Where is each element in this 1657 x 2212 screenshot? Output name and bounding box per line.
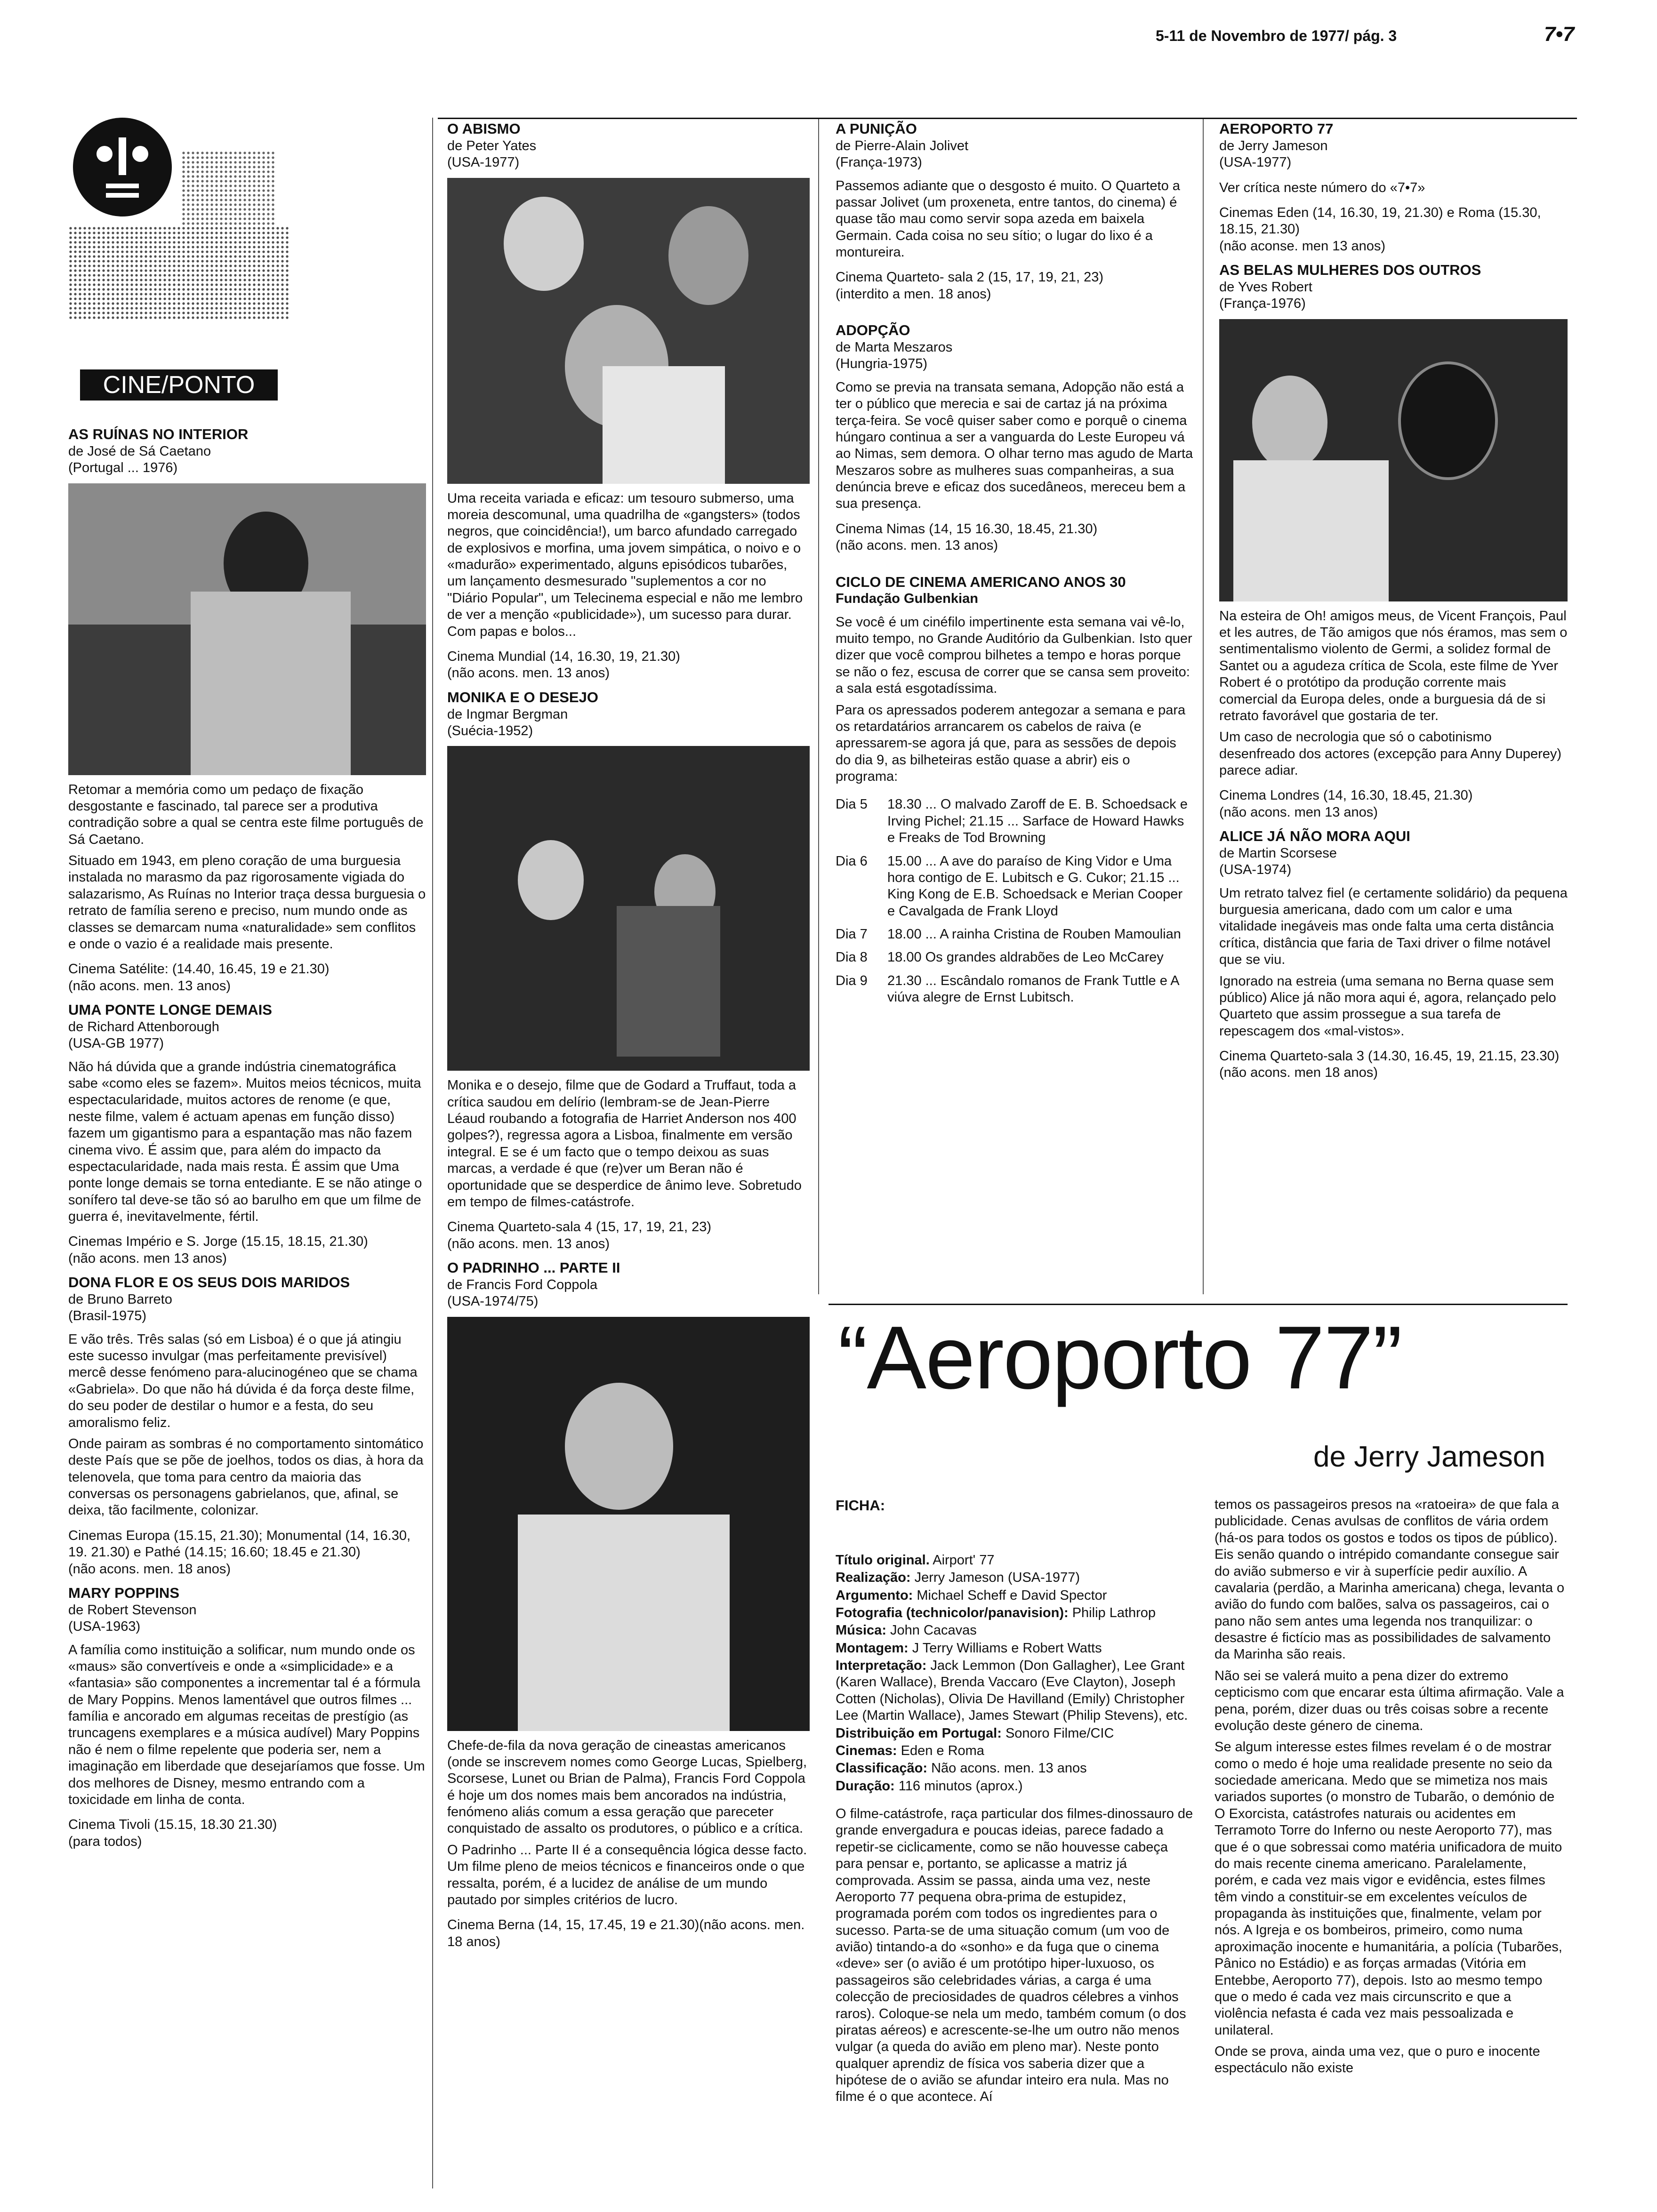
review-title: O PADRINHO ... PARTE II <box>447 1259 620 1276</box>
review-paragraph: Para os apressados poderem antegozar a semana e para os retardatários arrancarem os cabelos de raiva (e apressarem-se agora já que, para as sessões de depois do dia 9, as bilheteiras estão quase a abrir) eis o programa: <box>836 702 1186 785</box>
ficha-item: Realização: Jerry Jameson (USA-1977) <box>836 1570 1080 1586</box>
review-mary-poppins <box>68 1584 426 1850</box>
review-ruinas <box>68 425 426 994</box>
ficha-item: Cinemas: Eden e Roma <box>836 1743 984 1758</box>
film-still-photo <box>1219 319 1568 601</box>
review-paragraph: Retomar a memória como um pedaço de fixação desgostante e fascinado, tal parece ser a produtiva contradição sobre a qual se centra este filme português de Sá Caetano. <box>68 782 424 847</box>
feature-paragraph: Não sei se valerá muito a pena dizer do extremo cepticismo com que encarar esta última afirmação. Vale a pena, porém, dizer duas ou três coisas sobre a recente evolução deste género de cinema. <box>1215 1668 1564 1733</box>
review-origin: (USA-GB 1977) <box>68 1036 164 1051</box>
column-rule <box>432 118 433 2188</box>
column-4 <box>1219 120 1568 1088</box>
review-punicao <box>836 120 1193 303</box>
review-paragraph: E vão três. Três salas (só em Lisboa) é o que já atingiu este sucesso invulgar (mas perfeitamente previsível) mercê desse fenómeno para-alucinogéneo que se chama «Gabriela». Do que não há dúvida é da força deste filme, do seu poder de destilar o humor e a festa, do seu amoralismo feliz. <box>68 1331 418 1430</box>
screening-info: Cinema Quarteto-sala 4 (15, 17, 19, 21, 23) (não acons. men. 13 anos) <box>447 1219 711 1251</box>
column-2 <box>447 120 810 1957</box>
review-origin: (USA-1974) <box>1219 862 1292 878</box>
review-director: de Ingmar Bergman <box>447 706 568 722</box>
feature-paragraph: O filme-catástrofe, raça particular dos filmes-dinossauro de grande envergadura e poucas ideias, parece fadado a repetir-se ciclicamente, como se não houvesse cabeça para pensar e, portanto, se aplicasse a matriz já comprovada. Assim se passa, ainda uma vez, neste Aeroporto 77 pequena obra-prima de estupidez, programada porém com todos os ingredientes para o sucesso. Parta-se de uma situação comum (um voo de avião) tintando-a do «sonho» e da fuga que o cinema «deve» ser (o avião é um protótipo hiper-luxuoso, os passageiros são celebridades várias, a carga é uma colecção de preciosidades de quadros célebres a vinhos raros). Coloque-se nela um medo, também comum (o dos piratas aéreos) e acrescente-se-lhe um outro não menos vulgar (a queda do avião em pleno mar). Neste ponto qualquer aprendiz de física vos saberia dizer que a hipótese de o avião se afundar inteiro era nula. Mas no filme é o que acontece. Aí <box>836 1806 1193 2105</box>
ficha-item: Interpretação: Jack Lemmon (Don Gallagher), Lee Grant (Karen Wallace), Brenda Vaccaro (Eve Clayton), Joseph Cotten (Nicholas), Olivia De Havilland (Emily) Christopher Lee (Martin Wallace), James Stewart (Philip Stevens), etc. <box>836 1658 1188 1723</box>
program-row: Dia 7 18.00 ... A rainha Cristina de Rouben Mamoulian <box>836 927 1181 942</box>
review-title: O ABISMO <box>447 120 521 137</box>
program-row: Dia 8 18.00 Os grandes aldrabões de Leo McCarey <box>836 950 1164 965</box>
review-origin: (USA-1977) <box>1219 155 1292 170</box>
review-abismo <box>447 120 810 682</box>
review-director: de Francis Ford Coppola <box>447 1277 598 1292</box>
review-paragraph: Se você é um cinéfilo impertinente esta semana vai vê-lo, muito tempo, no Grande Auditório da Gulbenkian. Isto quer dizer que você comprou bilhetes a tempo e horas porque se não o fez, escusa de correr que se cansa sem proveito: a sala está esgotadíssima. <box>836 614 1192 697</box>
review-title: AEROPORTO 77 <box>1219 120 1334 137</box>
screening-info: Cinema Satélite: (14.40, 16.45, 19 e 21.30) (não acons. men. 13 anos) <box>68 962 330 994</box>
ficha-item: Distribuição em Portugal: Sonoro Filme/CIC <box>836 1725 1114 1741</box>
review-origin: (Hungria-1975) <box>836 356 928 372</box>
review-paragraph: Passemos adiante que o desgosto é muito. O Quarteto a passar Jolivet (um proxeneta, entre tantos, do cinema) é quase tão mau como servir sopa azeda em baixela Germain. Cada coisa no seu sítio; o lugar do lixo é a montureira. <box>836 178 1180 260</box>
review-monika <box>447 689 810 1252</box>
review-title: ADOPÇÃO <box>836 322 910 339</box>
program-row: Dia 9 21.30 ... Escândalo romanos de Frank Tuttle e A viúva alegre de Ernst Lubitsch. <box>836 973 1179 1005</box>
section-label: CINE/PONTO <box>80 369 278 401</box>
ficha-item: Fotografia (technicolor/panavision): Philip Lathrop <box>836 1605 1156 1620</box>
program-row: Dia 5 18.30 ... O malvado Zaroff de E. B. Schoedsack e Irving Pichel; 21.15 ... Sarface de Howard Hawks e Freaks de Tod Browning <box>836 797 1188 846</box>
feature-title: “Aeroporto 77” <box>838 1308 1402 1408</box>
feature-top-rule <box>828 1304 1568 1305</box>
column-rule <box>818 118 819 1294</box>
review-title: A PUNIÇÃO <box>836 120 917 137</box>
column-3 <box>836 120 1193 1013</box>
review-director: de Marta Meszaros <box>836 340 953 355</box>
review-paragraph: Como se previa na transata semana, Adopção não está a ter o público que merecia e sai de cartaz já na próxima terça-feira. Se você quiser saber como e porquê o cinema húngaro continua a ser a vanguarda do Leste Europeu vá ao Nimas, sem demora. O olhar terno mas agudo de Marta Meszaros sobre as mulheres suas companheiras, a sua denúncia breve e eficaz dos sucedâneos, mereceu bem a sua presença. <box>836 379 1193 512</box>
review-paragraph: Uma receita variada e eficaz: um tesouro submerso, uma moreia descomunal, uma quadrilha de «gangsters» (todos negros, que coincidência!), um barco afundado carregado de explosivos e morfina, uma jovem simpática, o noivo e o «madurão» experimentado, alguns episódicos tubarões, um lançamento desmesurado "suplementos a cor no "Diário Popular", um Telecinema especial e não me lembro de ver a menção «publicidade»), um sucesso para durar. Com papas e bolos... <box>447 490 803 639</box>
ficha-item: Argumento: Michael Scheff e David Spector <box>836 1587 1107 1603</box>
ciclo-cinema-americano <box>836 573 1193 1006</box>
column-rule <box>1203 118 1204 1294</box>
review-origin: (USA-1977) <box>447 155 520 170</box>
film-still-photo <box>447 178 810 484</box>
screening-info: Cinema Nimas (14, 15 16.30, 18.45, 21.30) (não acons. men. 13 anos) <box>836 521 1098 553</box>
ficha-list <box>836 1552 1193 1795</box>
program-row: Dia 6 15.00 ... A ave do paraíso de King Vidor e Uma hora contigo de E. Lubitsch e G. Cukor; 21.15 ... King Kong de E.B. Schoedsack e Merian Cooper e Cavalgada de Frank Lloyd <box>836 853 1183 919</box>
review-origin: (Suécia-1952) <box>447 723 533 738</box>
screening-info: Cinemas Europa (15.15, 21.30); Monumental (14, 16.30, 19. 21.30) e Pathé (14.15; 16.60; 18.45 e 21.30) (não acons. men. 18 anos) <box>68 1528 411 1577</box>
review-paragraph: Não há dúvida que a grande indústria cinematográfica sabe «como eles se fazem». Muitos meios técnicos, muita espectacularidade, muitos actores de renome (e que, neste filme, valem é actuam apenas em função disso) fazem um gigantismo para a espantação mas não fazem cinema vivo. É assim que, para além do impacto da espectacularidade, nada mais resta. É assim que Uma ponte longe demais se torna entediante. E se não atinge o sonífero tal deve-se tão só ao barulho em que um filme de guerra é, inevitavelmente, fértil. <box>68 1059 422 1224</box>
review-ponte <box>68 1001 426 1267</box>
review-padrinho <box>447 1259 810 1950</box>
review-director: de Richard Attenborough <box>68 1019 219 1034</box>
review-title: DONA FLOR E OS SEUS DOIS MARIDOS <box>68 1274 350 1291</box>
review-aeroporto <box>1219 120 1568 255</box>
ficha-label: FICHA: <box>836 1497 885 1514</box>
screening-info: Cinema Quarteto-sala 3 (14.30, 16.45, 19, 21.15, 23.30) (não acons. men 18 anos) <box>1219 1049 1560 1081</box>
masthead-logo: 7•7 <box>1544 23 1575 46</box>
screening-info: Cinema Quarteto- sala 2 (15, 17, 19, 21, 23) (interdito a men. 18 anos) <box>836 270 1104 302</box>
review-paragraph: A família como instituição a solificar, num mundo onde os «maus» são convertíveis e onde a «simplicidade» e a «fantasia» são componentes a incrementar tal é a fórmula de Mary Poppins. Menos lamentável que outros filmes ... família e ancorado em algumas receitas de prestígio (as truncagens exemplares e a música audível) Mary Poppins não é nem o filme repelente que poderia ser, nem a imaginação em liberdade que desejaríamos que fosse. Um dos melhores de Disney, mesmo entrando com a toxicidade em linha de conta. <box>68 1642 425 1807</box>
ficha-item: Título original. Airport' 77 <box>836 1552 995 1568</box>
review-title: MARY POPPINS <box>68 1584 179 1601</box>
review-adopcao <box>836 321 1193 554</box>
review-paragraph: Ignorado na estreia (uma semana no Berna quase sem público) Alice já não mora aqui é, agora, relançado pelo Quarteto que assim prossegue a sua tarefa de repescagem dos «mal-vistos». <box>1219 973 1556 1039</box>
review-paragraph: O Padrinho ... Parte II é a consequência lógica desse facto. Um filme pleno de meios técnicos e financeiros onde o que ressalta, porém, é a lucidez de análise de um mundo pautado por simples critérios de lucro. <box>447 1842 807 1907</box>
review-belas-mulheres <box>1219 261 1568 821</box>
review-paragraph: Ver crítica neste número do «7•7» <box>1219 180 1425 195</box>
top-rule <box>438 118 1577 119</box>
film-still-photo <box>68 483 426 775</box>
review-director: de Pierre-Alain Jolivet <box>836 138 969 153</box>
review-paragraph: Monika e o desejo, filme que de Godard a Truffaut, toda a crítica saudou em delírio (lembram-se de Jean-Pierre Léaud roubando a fotografia de Harriet Anderson nos 400 golpes?), regressa agora a Lisboa, finalmente em versão integral. E se é um facto que o tempo deixou as suas marcas, a verdade é que (re)ver um Beran não é oportunidade que se desperdice de ânimo leve. Sobretudo em tempo de filmes-catástrofe. <box>447 1078 802 1210</box>
issue-date: 5-11 de Novembro de 1977/ pág. 3 <box>1156 27 1397 44</box>
review-director: de Bruno Barreto <box>68 1291 172 1307</box>
review-dona-flor <box>68 1274 426 1578</box>
review-origin: (USA-1963) <box>68 1619 141 1635</box>
review-paragraph: Um caso de necrologia que só o cabotinismo desenfreado dos actores (excepção para Anny Duperey) parece adiar. <box>1219 729 1562 778</box>
ficha-item: Montagem: J Terry Williams e Robert Watts <box>836 1640 1102 1656</box>
review-alice <box>1219 827 1568 1082</box>
review-origin: (França-1973) <box>836 155 922 170</box>
dotted-pattern <box>68 226 290 320</box>
screening-info: Cinema Londres (14, 16.30, 18.45, 21.30) (não acons. men 13 anos) <box>1219 788 1473 820</box>
review-director: de Robert Stevenson <box>68 1602 197 1618</box>
review-paragraph: Na esteira de Oh! amigos meus, de Vicent François, Paul et les autres, de Tão amigos que nós éramos, mas sem o sentimentalismo violento de Germi, a solidez formal de Santet ou a agudeza crítica de Scola, este filme de Yver Robert é o protótipo da produção corrente mais comercial da Europa deles, onde a burguesia dá de si retrato favorável que gostaria de ter. <box>1219 608 1568 723</box>
review-director: de José de Sá Caetano <box>68 443 211 459</box>
review-subtitle: Fundação Gulbenkian <box>836 591 978 607</box>
screening-info: Cinemas Império e S. Jorge (15.15, 18.15, 21.30) (não acons. men 13 anos) <box>68 1234 368 1266</box>
review-title: UMA PONTE LONGE DEMAIS <box>68 1002 272 1018</box>
review-director: de Martin Scorsese <box>1219 845 1337 861</box>
screening-info: Cinema Berna (14, 15, 17.45, 19 e 21.30)(não acons. men. 18 anos) <box>447 1917 805 1949</box>
column-1 <box>68 419 426 1857</box>
review-paragraph: Chefe-de-fila da nova geração de cineastas americanos (onde se inscrevem nomes como George Lucas, Spielberg, Scorsese, Lunet ou Brian de Palma), Francis Ford Coppola é hoje um dos nomes mais bem ancorados na indústria, fenómeno aliás comum a essa geração que pareceter conquistado de assalto os produtores, o público e a crítica. <box>447 1738 807 1836</box>
review-paragraph: Onde pairam as sombras é no comportamento sintomático deste País que se põe de joelhos, todos os dias, à hora da telenovela, que toma para centro da maioria das conversas os personagens gabrielanos, que, afinal, se deixa, tão facilmente, colonizar. <box>68 1436 424 1518</box>
ficha-item: Duração: 116 minutos (aprox.) <box>836 1778 1023 1794</box>
screening-info: Cinemas Eden (14, 16.30, 19, 21.30) e Roma (15.30, 18.15, 21.30) (não aconse. men 13 anos) <box>1219 205 1541 254</box>
review-director: de Peter Yates <box>447 138 537 153</box>
review-paragraph: Um retrato talvez fiel (e certamente solidário) da pequena burguesia americana, dado com um calor e uma vitalidade inegáveis mas onde falta uma certa distância crítica, distância que faria de Taxi driver o filme notável que se viu. <box>1219 885 1568 968</box>
review-title: CICLO DE CINEMA AMERICANO ANOS 30 <box>836 573 1126 590</box>
review-origin: (Portugal ... 1976) <box>68 460 178 476</box>
feature-column-b <box>1215 1497 1568 2082</box>
feature-paragraph: Onde se prova, ainda uma vez, que o puro e inocente espectáculo não existe <box>1215 2044 1540 2076</box>
ficha-item: Classificação: Não acons. men. 13 anos <box>836 1761 1087 1776</box>
screening-info: Cinema Mundial (14, 16.30, 19, 21.30) (não acons. men. 13 anos) <box>447 649 680 681</box>
review-origin: (Brasil-1975) <box>68 1308 146 1324</box>
feature-paragraph: Se algum interesse estes filmes revelam é o de mostrar como o medo é hoje uma realidade presente no seio da sociedade americana. Medo que se mimetiza nos mais variados suportes (o monstro de Tubarão, o demónio de O Exorcista, catástrofes naturais ou acidentes em Terramoto Torre do Inferno ou neste Aeroporto 77), mas que é o que sobressai como matéria unificadora de muito do mais recente cinema americano. Paralelamente, porém, e cada vez mais vigor e evidência, estes filmes têm vindo a constituir-se em excelentes veículos de propaganda às instituições que, finalmente, velam por nós. A Igreja e os bombeiros, primeiro, como numa aproximação inocente e humanitária, a polícia (Tubarões, Pânico no Estádio) e as forças armadas (Vitória em Entebbe, Aeroporto 77), depois. Isto ao mesmo tempo que o medo é cada vez mais circunscrito e que a violência nefasta é cada vez mais pessoalizada e unilateral. <box>1215 1739 1562 2038</box>
review-paragraph: Situado em 1943, em pleno coração de uma burguesia instalada no marasmo da paz rigorosamente vigiada do salazarismo, As Ruínas no Interior traça dessa burguesia o retrato de família sereno e preciso, num mundo onde as classes se demarcam numa «naturalidade» sem conflitos e onde o vazio é a realidade mais presente. <box>68 853 426 952</box>
review-title: AS BELAS MULHERES DOS OUTROS <box>1219 262 1481 279</box>
review-director: de Jerry Jameson <box>1219 138 1328 153</box>
review-origin: (USA-1974/75) <box>447 1294 539 1309</box>
feature-column-a <box>836 1497 1193 2110</box>
film-still-photo <box>447 746 810 1071</box>
cine-ponto-graphic <box>68 108 294 400</box>
review-director: de Yves Robert <box>1219 279 1312 295</box>
screening-info: Cinema Tivoli (15.15, 18.30 21.30) (para todos) <box>68 1817 277 1849</box>
review-title: AS RUÍNAS NO INTERIOR <box>68 426 249 442</box>
review-origin: (França-1976) <box>1219 296 1306 312</box>
feature-byline: de Jerry Jameson <box>1313 1441 1545 1473</box>
review-title: MONIKA E O DESEJO <box>447 689 598 705</box>
dotted-pattern-2 <box>181 151 275 226</box>
review-title: ALICE JÁ NÃO MORA AQUI <box>1219 828 1410 845</box>
feature-paragraph: temos os passageiros presos na «ratoeira» de que fala a publicidade. Cenas avulsas de conflitos de vária ordem (há-os para todos os gostos e todos os tipos de público). Eis senão quando o intrépido comandante consegue sair do avião submerso e vir à superfície pedir auxílio. A cavalaria (perdão, a Marinha americana) chega, levanta o avião do fundo com balões, salva os passageiros, cai o pano não sem antes uma legenda nos tranquilizar: o desastre é fictício mas as possibilidades de salvamento da Marinha são reais. <box>1215 1497 1565 1662</box>
face-icon <box>73 118 172 216</box>
film-still-photo <box>447 1317 810 1731</box>
ficha-item: Música: John Cacavas <box>836 1623 977 1638</box>
